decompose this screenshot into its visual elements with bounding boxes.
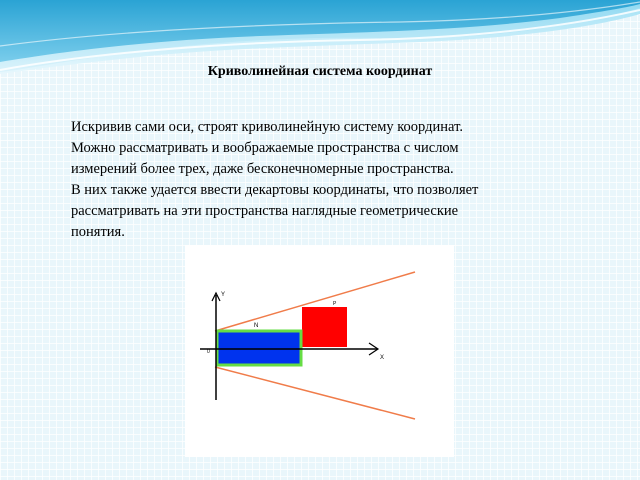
blue-rectangle xyxy=(217,331,301,365)
x-axis-label: X xyxy=(380,355,385,361)
point-p-label: P xyxy=(333,301,337,307)
origin-label: 0 xyxy=(207,349,210,355)
body-line: Искривив сами оси, строят криволинейную систему координат. xyxy=(71,119,463,135)
lower-ray xyxy=(215,367,415,419)
coordinate-diagram xyxy=(185,245,454,457)
red-square xyxy=(302,307,347,347)
point-n-label: N xyxy=(254,323,259,329)
body-line: Можно рассматривать и воображаемые пространства с числом xyxy=(71,140,459,156)
slide-body-text xyxy=(71,117,591,243)
body-line: понятия. xyxy=(71,224,125,240)
body-line: измерений более трех, даже бесконечномерные пространства. xyxy=(71,161,454,177)
body-line: рассматривать на эти пространства наглядные геометрические xyxy=(71,203,459,219)
slide-title: Криволинейная система координат xyxy=(207,64,433,79)
body-line: В них также удается ввести декартовы координаты, что позволяет xyxy=(71,182,479,198)
y-axis-label: Y xyxy=(221,292,226,298)
